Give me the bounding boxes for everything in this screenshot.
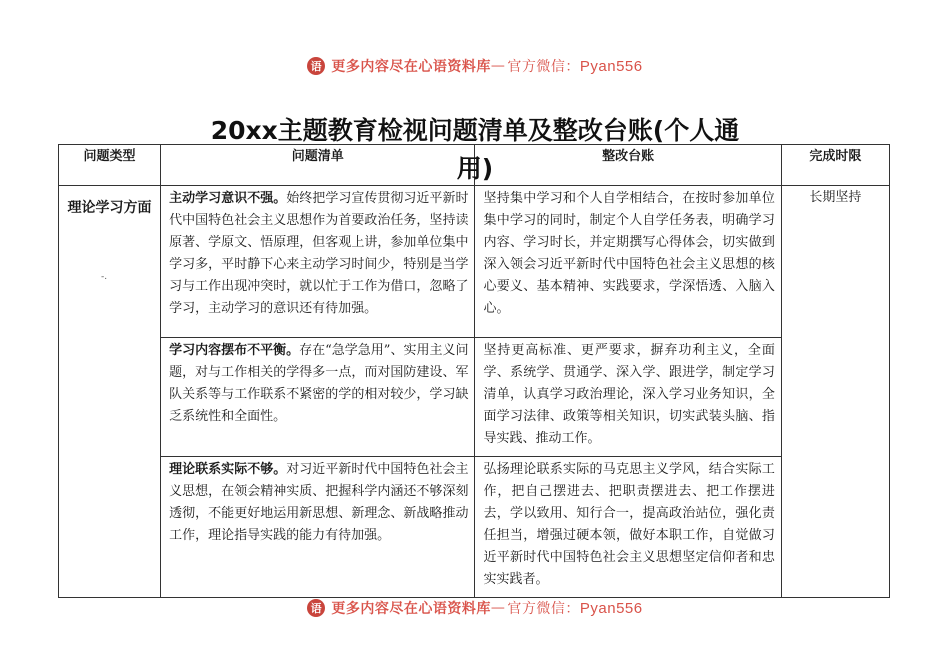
category-cell [59, 186, 161, 598]
watermark-dash: — [490, 600, 506, 616]
brand-logo-icon: 语 [307, 599, 325, 617]
watermark-account: Pyan556 [579, 599, 643, 617]
category-mark: -. [101, 272, 108, 282]
issue-lead: 学习内容摆布不平衡。 [169, 343, 300, 358]
watermark-banner-bottom [0, 596, 950, 620]
header-rectification: 整改台账 [475, 145, 781, 186]
issue-cell [161, 338, 475, 457]
rectification-cell [475, 457, 781, 598]
header-deadline: 完成时限 [781, 145, 889, 186]
issue-body: 对习近平新时代中国特色社会主义思想，在领会精神实质、把握科学内涵还不够深刻透彻，不能更好地运用新思想、新理念、新战略推动工作，理论指导实践的能力有待加强。 [169, 462, 469, 543]
watermark-wechat-label: 官方微信： [507, 59, 580, 75]
watermark-banner-top [0, 54, 950, 78]
issue-body: 始终把学习宣传贯彻习近平新时代中国特色社会主义思想作为首要政治任务，坚持读原著、学原文、悟原理，但客观上讲，参加单位集中学习多，平时静下心来主动学习时间少，特别是当学习与工作出现冲突时，就以忙于工作为借口，忽略了学习，主动学习的意识还有待加强。 [169, 191, 469, 316]
deadline-cell [781, 186, 889, 598]
rectification-cell [475, 338, 781, 457]
header-issue-type: 问题类型 [59, 145, 161, 186]
rectification-table [58, 144, 890, 598]
rectification-text: 坚持集中学习和个人自学相结合，在按时参加单位集中学习的同时，制定个人自学任务表，明确学习内容、学习时长，并定期撰写心得体会，切实做到深入领会习近平新时代中国特色社会主义思想的核心要义、基本精神、实践要求，学深悟透、入脑入心。 [483, 191, 775, 316]
rectification-text: 坚持更高标准、更严要求，摒弃功利主义，全面学、系统学、贯通学、深入学、跟进学，制定学习清单，认真学习政治理论，深入学习业务知识，全面学习法律、政策等相关知识，切实武装头脑、指导实践、推动工作。 [483, 343, 775, 446]
document-title [185, 112, 765, 188]
title-line-2: 用) [456, 154, 494, 183]
watermark-wechat-label: 官方微信： [507, 601, 580, 617]
deadline-text: 长期坚持 [809, 190, 862, 205]
table-row [59, 186, 890, 338]
issue-cell [161, 457, 475, 598]
watermark-main-text: 更多内容尽在心语资料库 [331, 601, 491, 617]
watermark-main-text: 更多内容尽在心语资料库 [331, 59, 491, 75]
rectification-cell [475, 186, 781, 338]
header-issue-list: 问题清单 [161, 145, 475, 186]
title-line-1: 20xx主题教育检视问题清单及整改台账(个人通 [210, 116, 740, 145]
issue-lead: 理论联系实际不够。 [169, 462, 287, 477]
rectification-text: 弘扬理论联系实际的马克思主义学风，结合实际工作，把自己摆进去、把职责摆进去、把工作摆进去，学以致用、知行合一，提高政治站位，强化责任担当，增强过硬本领，做好本职工作，自觉做习近平新时代中国特色社会主义思想坚定信仰者和忠实实践者。 [483, 462, 775, 587]
issue-cell [161, 186, 475, 338]
issue-body: 存在“急学急用”、实用主义问题，对与工作相关的学得多一点，而对国防建设、军队关系等与工作联系不紧密的学的相对较少，学习缺乏系统性和全面性。 [169, 343, 469, 424]
category-label: 理论学习方面 [67, 200, 152, 216]
issue-lead: 主动学习意识不强。 [169, 191, 287, 206]
table-row [59, 338, 890, 457]
watermark-dash: — [490, 58, 506, 74]
brand-logo-icon: 语 [307, 57, 325, 75]
watermark-account: Pyan556 [579, 57, 643, 75]
table-row [59, 457, 890, 598]
